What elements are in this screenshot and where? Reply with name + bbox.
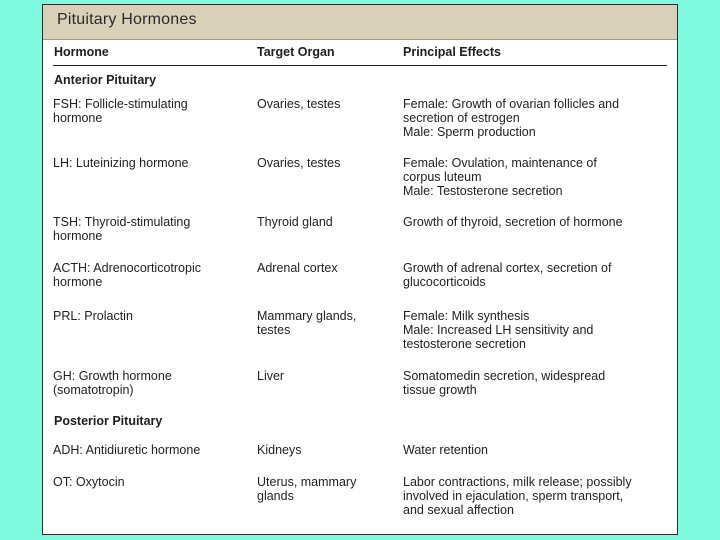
row-lh-target: Ovaries, testes xyxy=(257,156,341,170)
row-adh-target: Kidneys xyxy=(257,443,302,457)
row-adh-hormone: ADH: Antidiuretic hormone xyxy=(53,443,201,457)
row-acth-target: Adrenal cortex xyxy=(257,261,338,275)
row-tsh-effects: Growth of thyroid, secretion of hormone xyxy=(403,215,623,229)
row-gh-target: Liver xyxy=(257,369,285,383)
row-adh-effects: Water retention xyxy=(403,443,488,457)
row-gh-effects: Somatomedin secretion, widespread tissue growth xyxy=(403,369,606,397)
row-prl-hormone: PRL: Prolactin xyxy=(53,309,133,323)
header-hormone: Hormone xyxy=(54,45,109,59)
row-fsh-effects: Female: Growth of ovarian follicles and secretion of estrogen Male: Sperm production xyxy=(403,97,620,139)
row-acth-effects: Growth of adrenal cortex, secretion of glucocorticoids xyxy=(403,261,612,289)
row-gh-hormone: GH: Growth hormone (somatotropin) xyxy=(53,369,172,397)
header-principal-effects: Principal Effects xyxy=(403,45,501,59)
row-fsh-hormone: FSH: Follicle-stimulating hormone xyxy=(53,97,188,125)
row-acth-hormone: ACTH: Adrenocorticotropic hormone xyxy=(53,261,201,289)
section-posterior-pituitary: Posterior Pituitary xyxy=(54,414,163,428)
row-tsh-target: Thyroid gland xyxy=(257,215,333,229)
row-ot-hormone: OT: Oxytocin xyxy=(53,475,125,489)
row-ot-target: Uterus, mammary glands xyxy=(257,475,357,503)
row-tsh-hormone: TSH: Thyroid-stimulating hormone xyxy=(53,215,191,243)
row-prl-target: Mammary glands, testes xyxy=(257,309,357,337)
page-title: Pituitary Hormones xyxy=(57,11,197,28)
row-ot-effects: Labor contractions, milk release; possibly involved in ejaculation, sperm transport, and sexual affection xyxy=(403,475,632,517)
header-target-organ: Target Organ xyxy=(257,45,335,59)
row-prl-effects: Female: Milk synthesis Male: Increased LH sensitivity and testosterone secretion xyxy=(403,309,594,351)
hormone-table-card xyxy=(42,4,678,535)
section-anterior-pituitary: Anterior Pituitary xyxy=(54,73,157,87)
title-bar xyxy=(43,5,677,40)
row-lh-hormone: LH: Luteinizing hormone xyxy=(53,156,189,170)
header-divider xyxy=(53,65,667,66)
row-fsh-target: Ovaries, testes xyxy=(257,97,341,111)
row-lh-effects: Female: Ovulation, maintenance of corpus luteum Male: Testosterone secretion xyxy=(403,156,597,198)
